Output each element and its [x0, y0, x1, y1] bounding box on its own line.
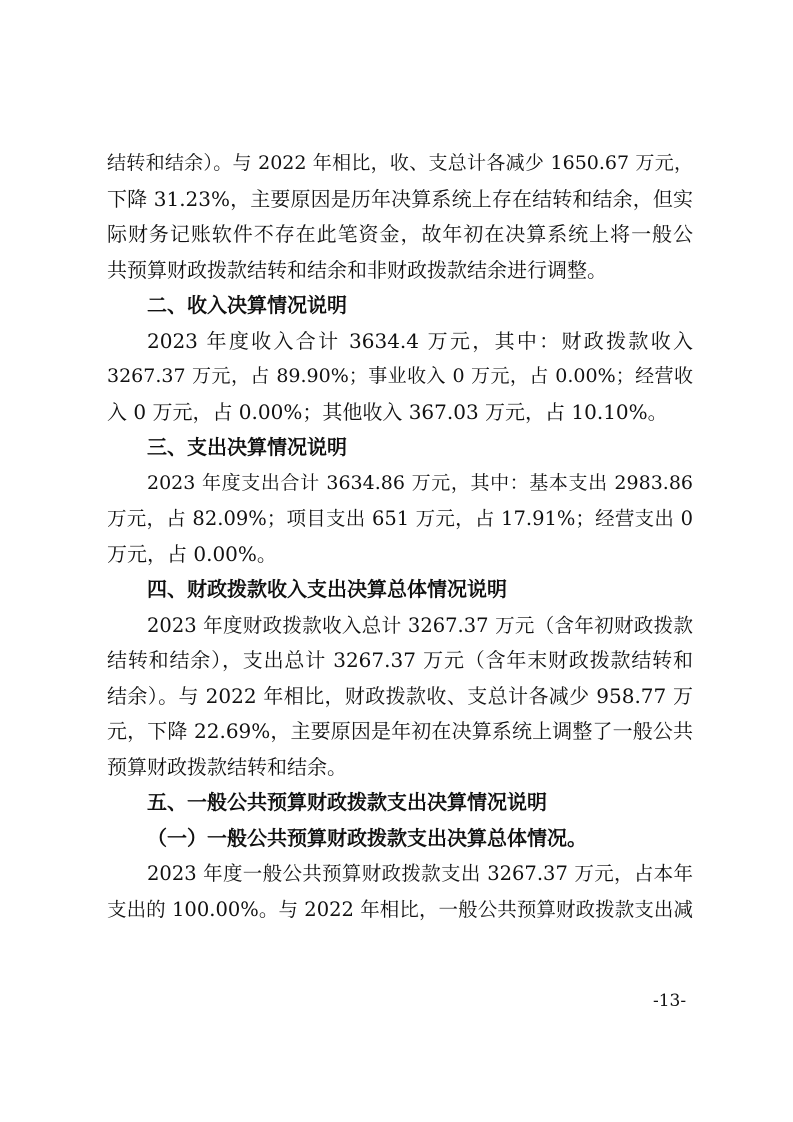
section-heading: 五、一般公共预算财政拨款支出决算情况说明: [147, 790, 547, 814]
text-line: 入 0 万元，占 0.00%；其他收入 367.03 万元，占 10.10%。: [107, 399, 668, 424]
text-line: 2023 年度收入合计 3634.4 万元，其中：财政拨款收入: [147, 328, 693, 353]
page-number: -13-: [653, 991, 687, 1011]
text-line: 支出的 100.00%。与 2022 年相比，一般公共预算财政拨款支出减: [107, 897, 693, 921]
text-line: 际财务记账软件不存在此笔资金，故年初在决算系统上将一般公: [107, 222, 693, 246]
text-line: 结转和结余），支出总计 3267.37 万元（含年末财政拨款结转和: [107, 648, 693, 672]
text-line: 2023 年度支出合计 3634.86 万元，其中：基本支出 2983.86: [147, 471, 693, 494]
text-line: 结转和结余）。与 2022 年相比，收、支总计各减少 1650.67 万元，: [107, 152, 693, 174]
text-line: 元，下降 22.69%，主要原因是年初在决算系统上调整了一般公共: [107, 719, 693, 743]
text-line: 3267.37 万元，占 89.90%；事业收入 0 万元，占 0.00%；经营收: [107, 365, 693, 387]
section-heading: 三、支出决算情况说明: [147, 435, 347, 459]
text-line: 万元，占 82.09%；项目支出 651 万元，占 17.91%；经营支出 0: [107, 507, 693, 530]
subsection-heading: （一）一般公共预算财政拨款支出决算总体情况。: [147, 825, 587, 850]
text-line: 2023 年度一般公共预算财政拨款支出 3267.37 万元，占本年: [147, 862, 693, 885]
section-heading: 四、财政拨款收入支出决算总体情况说明: [147, 577, 507, 601]
text-line: 2023 年度财政拨款收入总计 3267.37 万元（含年初财政拨款: [147, 613, 693, 637]
text-line: 万元，占 0.00%。: [107, 541, 277, 566]
text-line: 下降 31.23%，主要原因是历年决算系统上存在结转和结余，但实: [107, 186, 693, 211]
text-line: 结余）。与 2022 年相比，财政拨款收、支总计各减少 958.77 万: [107, 683, 693, 708]
text-line: 共预算财政拨款结转和结余和非财政拨款结余进行调整。: [107, 257, 607, 282]
page-body: [107, 146, 693, 927]
section-heading: 二、收入决算情况说明: [147, 293, 347, 317]
text-line: 预算财政拨款结转和结余。: [107, 754, 347, 779]
